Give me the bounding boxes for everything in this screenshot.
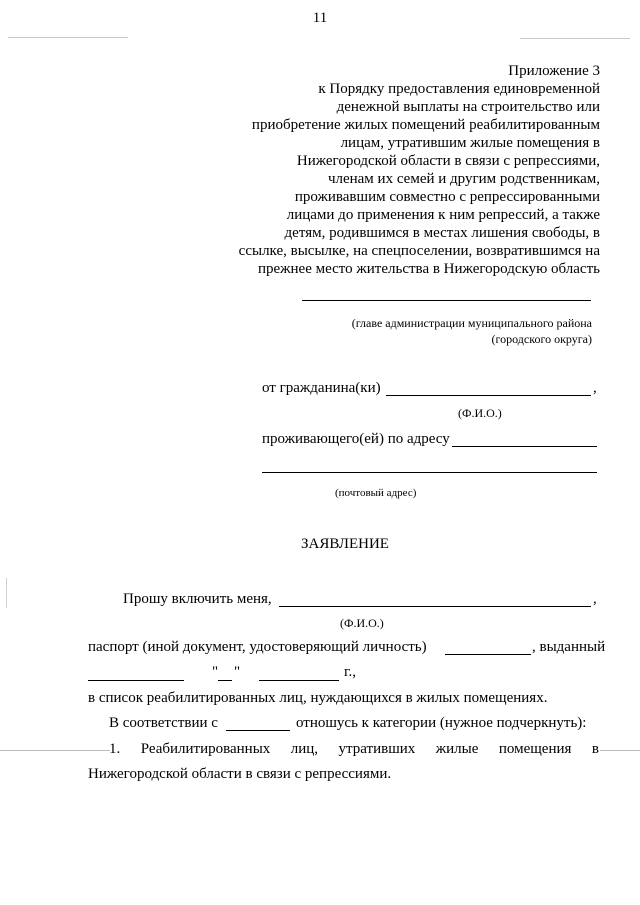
accordance-end: отношусь к категории (нужное подчеркнуть): — [296, 715, 587, 731]
scan-noise — [520, 38, 630, 39]
quote-close: " — [234, 664, 241, 680]
scan-noise — [6, 578, 7, 608]
request-fio-caption: (Ф.И.О.) — [340, 616, 384, 630]
category-item-1-cont: Нижегородской области в связи с репрессиями. — [88, 766, 392, 782]
issuer-line[interactable] — [88, 680, 184, 681]
category-item-1-word: утративших — [338, 741, 416, 757]
address-label: проживающего(ей) по адресу — [262, 431, 450, 447]
appendix-title: Приложение 3 — [508, 63, 600, 79]
page-number: 11 — [312, 10, 328, 26]
from-fio-caption: (Ф.И.О.) — [458, 406, 502, 420]
appendix-line: ссылке, высылке, на спецпоселении, возвратившимся на — [238, 243, 600, 259]
addressee-caption-1: (главе администрации муниципального района — [351, 316, 592, 330]
accordance-start: В соответствии с — [109, 715, 218, 731]
postal-caption: (почтовый адрес) — [335, 487, 417, 499]
request-fio-line[interactable] — [279, 606, 591, 607]
passport-label: паспорт (иной документ, удостоверяющий личность) — [88, 639, 427, 655]
accordance-line[interactable] — [226, 730, 290, 731]
appendix-line: прежнее место жительства в Нижегородскую область — [257, 261, 600, 277]
from-fio-line[interactable] — [386, 395, 591, 396]
scan-noise — [600, 750, 640, 751]
year-suffix: г., — [344, 664, 356, 680]
appendix-line: детям, родившимся в местах лишения свободы, в — [284, 225, 600, 241]
category-item-1-word: в — [591, 741, 599, 757]
from-label: от гражданина(ки) — [262, 380, 381, 396]
appendix-line: членам их семей и другим родственникам, — [327, 171, 600, 187]
addressee-caption-2: (городского округа) — [491, 332, 592, 346]
list-text: в список реабилитированных лиц, нуждающихся в жилых помещениях. — [88, 690, 548, 706]
passport-line[interactable] — [445, 654, 531, 655]
issued-label: , выданный — [532, 639, 606, 655]
category-item-1-word: 1. — [109, 741, 121, 757]
month-line[interactable] — [259, 680, 339, 681]
appendix-line: денежной выплаты на строительство или — [336, 99, 600, 115]
category-item-1-word: лиц, — [290, 741, 319, 757]
category-item-1-word: жилые — [435, 741, 479, 757]
scan-noise — [8, 37, 128, 38]
category-item-1-word: помещения — [498, 741, 572, 757]
appendix-line: приобретение жилых помещений реабилитированным — [251, 117, 600, 133]
appendix-line: лицами до применения к ним репрессий, а также — [286, 207, 600, 223]
appendix-line: лицам, утратившим жилые помещения в — [340, 135, 600, 151]
appendix-line: проживавшим совместно с репрессированными — [294, 189, 600, 205]
quote-open: " — [212, 664, 219, 680]
appendix-line: к Порядку предоставления единовременной — [318, 81, 600, 97]
scan-noise — [0, 750, 110, 751]
request-label: Прошу включить меня, — [123, 591, 272, 607]
category-item-1-word: Реабилитированных — [140, 741, 271, 757]
addressee-line[interactable] — [302, 300, 591, 301]
day-line[interactable] — [218, 680, 232, 681]
appendix-line: Нижегородской области в связи с репрессиями, — [296, 153, 600, 169]
address-line-1[interactable] — [452, 446, 597, 447]
request-comma: , — [593, 591, 597, 607]
category-item-1 — [109, 741, 599, 758]
statement-heading: ЗАЯВЛЕНИЕ — [301, 536, 389, 552]
from-comma: , — [593, 380, 597, 396]
address-line-2[interactable] — [262, 472, 597, 473]
